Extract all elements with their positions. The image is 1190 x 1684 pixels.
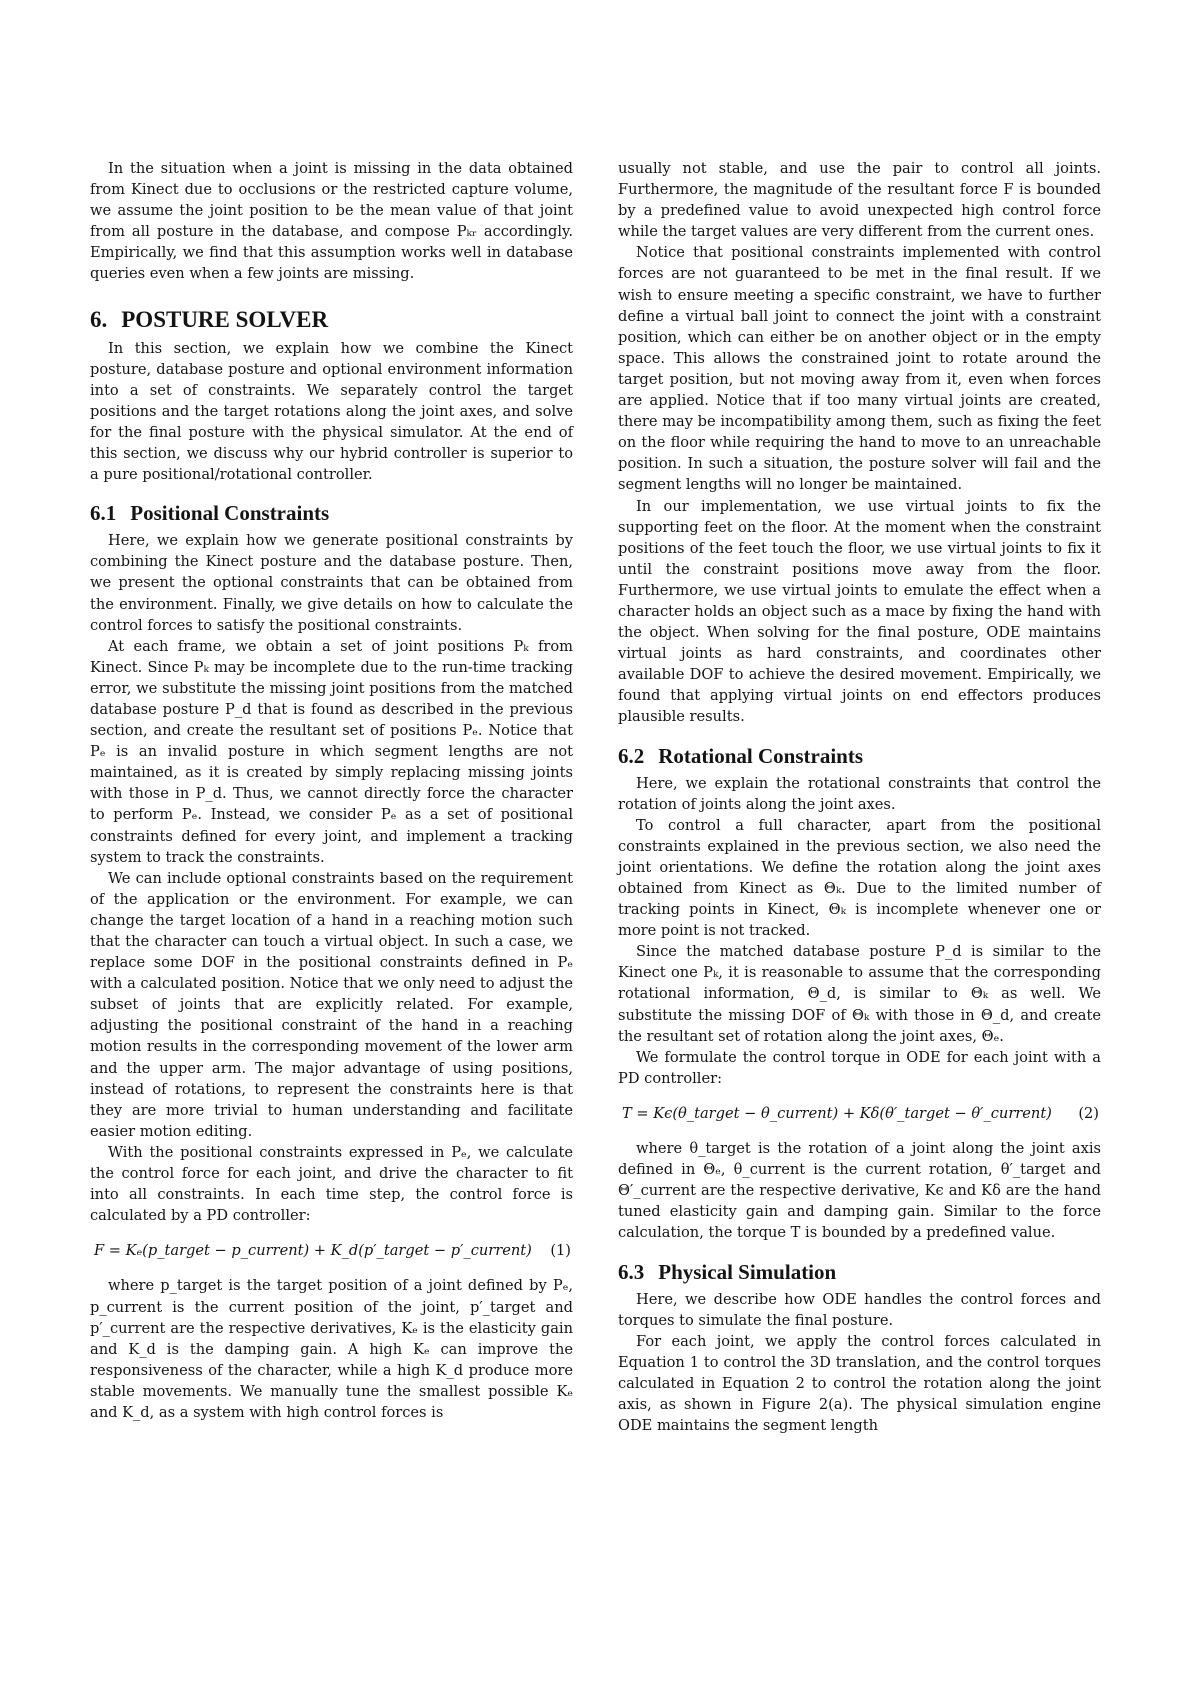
subsection-number: 6.2 [618, 743, 645, 768]
paragraph-simulation-details: For each joint, we apply the control forces calculated in Equation 1 to control the 3D translation, and the control torques calculated in Equation 2 to control the rotation along the joint axis, as shown in Figure 2(a). The physical simulation engine ODE maintains the segment length [618, 1332, 1101, 1435]
paragraph-implementation: In our implementation, we use virtual joints to fix the supporting feet on the floor. At the moment when the constraint positions of the feet touch the floor, we use virtual joints to fix it until the constraint positions move away from the floor. Furthermore, we use virtual joints to emulate the effect when a character holds an object such as a mace by fixing the hand with the object. When solving for the final posture, ODE maintains virtual joints as hard constraints, and coordinates other available DOF to achieve the desired movement. Empirically, we found that applying virtual joints on end effectors produces plausible results. [618, 497, 1101, 726]
left-column [90, 158, 573, 1423]
paragraph-torque-terms: where θ_target is the rotation of a joint along the joint axis defined in Θₑ, θ_current is the current rotation, θ′_target and Θ′_current are the respective derivative, Kϵ and Kδ are the hand tuned elasticity gain and damping gain. Similar to the force calculation, the torque T is bounded by a predefined value. [618, 1140, 1101, 1242]
section-title: POSTURE SOLVER [121, 306, 329, 332]
paragraph-virtual-joints: Notice that positional constraints implemented with control forces are not guaranteed to be met in the final result. If we wish to ensure meeting a specific constraint, we have to further define a virtual ball joint to connect the joint with a constraint position, which can either be on another object or in the empty space. This allows the constrained joint to rotate around the target position, but not moving away from it, even when forces are applied. Notice that if too many virtual joints are created, there may be incompatibility among them, such as fixing the feet on the floor while requiring the hand to move to an unreachable position. In such a situation, the posture solver will fail and the segment lengths will no longer be maintained. [618, 244, 1101, 494]
subsection-number: 6.1 [90, 501, 117, 526]
subsection-heading-rotational-constraints [618, 744, 1101, 768]
paragraph-rotation-substitution: Since the matched database posture P_d is similar to the Kinect one Pₖ, it is reasonable to assume that the corresponding rotational information, Θ_d, is similar to Θₖ as well. We substitute the missing DOF of Θₖ with those in Θ_d, and create the resultant set of rotation along the joint axes, Θₑ. [618, 943, 1101, 1045]
paragraph-continued: usually not stable, and use the pair to control all joints. Furthermore, the magnitude of the resultant force F is bounded by a predefined value to avoid unexpected high control force while the target values are very different from the current ones. [618, 160, 1101, 241]
paragraph-joint-orientations: To control a full character, apart from the positional constraints explained in the previous section, we also need the joint orientations. We define the rotation along the joint axes obtained from Kinect as Θₖ. Due to the limited number of tracking points in Kinect, Θₖ is incomplete whenever one or more point is not tracked. [618, 816, 1101, 940]
paragraph-gain-tuning: where p_target is the target position of a joint defined by Pₑ, p_current is the current position of the joint, p′_target and p′_current are the respective derivatives, Kₑ is the elasticity gain and K_d is the damping gain. A high Kₑ can improve the responsiveness of the character, while a high K_d produce more stable movements. We manually tune the smallest possible Kₑ and K_d, as a system with high control forces is [90, 1277, 573, 1421]
paragraph-section-intro: In this section, we explain how we combine the Kinect posture, database posture and optional environment information into a set of constraints. We separately control the target positions and the target rotations along the joint axes, and solve for the final posture with the physical simulator. At the end of this section, we discuss why our hybrid controller is superior to a pure positional/rotational controller. [90, 339, 573, 484]
paragraph-joint-positions: At each frame, we obtain a set of joint positions Pₖ from Kinect. Since Pₖ may be incomplete due to the run-time tracking error, we substitute the missing joint positions from the matched database posture P_d that is found as described in the previous section, and create the resultant set of positions Pₑ. Notice that Pₑ is an invalid posture in which segment lengths are not maintained, as it is created by simply replacing missing joints with those in P_d. Thus, we cannot directly force the character to perform Pₑ. Instead, we consider Pₑ as a set of positional constraints defined for every joint, and implement a tracking system to track the constraints. [90, 637, 573, 866]
paragraph-simulation-overview: Here, we describe how ODE handles the control forces and torques to simulate the final posture. [618, 1290, 1101, 1329]
equation-2-formula: T = Kϵ(θ_target − θ_current) + Kδ(θ′_target − θ′_current) [622, 1104, 1052, 1122]
paragraph-missing-joints: In the situation when a joint is missing in the data obtained from Kinect due to occlusions or the restricted capture volume, we assume the joint position to be the mean value of that joint from all posture in the database, and compose Pₖᵣ accordingly. Empirically, we find that this assumption works well in database queries even when a few joints are missing. [90, 160, 573, 283]
subsection-heading-physical-simulation [618, 1260, 1101, 1284]
paragraph-control-force: With the positional constraints expressed in Pₑ, we calculate the control force for each joint, and drive the character to fit into all constraints. In each time step, the control force is calculated by a PD controller: [90, 1143, 573, 1225]
equation-2-number: (2) [1078, 1104, 1099, 1122]
right-column [618, 158, 1101, 1436]
paragraph-positional-overview: Here, we explain how we generate positional constraints by combining the Kinect posture and the database posture. Then, we present the optional constraints that can be obtained from the environment. Finally, we give details on how to calculate the control forces to satisfy the positional constraints. [90, 532, 573, 634]
section-number: 6. [90, 306, 108, 332]
subsection-heading-positional-constraints [90, 501, 573, 525]
paragraph-control-torque: We formulate the control torque in ODE for each joint with a PD controller: [618, 1048, 1101, 1087]
equation-1-number: (1) [550, 1242, 571, 1260]
paragraph-rotational-overview: Here, we explain the rotational constraints that control the rotation of joints along the joint axes. [618, 774, 1101, 813]
subsection-number: 6.3 [618, 1259, 645, 1284]
equation-1 [94, 1240, 573, 1261]
paragraph-optional-constraints: We can include optional constraints based on the requirement of the application or the environment. For example, we can change the target location of a hand in a reaching motion such that the character can touch a virtual object. In such a case, we replace some DOF in the positional constraints defined in Pₑ with a calculated position. Notice that we only need to adjust the subset of joints that are explicitly related. For example, adjusting the positional constraint of the hand in a reaching motion results in the corresponding movement of the lower arm and the upper arm. The major advantage of using positions, instead of rotations, to represent the constraints here is that they are more trivial to human understanding and facilitate easier motion editing. [90, 869, 573, 1140]
section-heading-posture-solver [90, 307, 573, 333]
equation-1-formula: F = Kₑ(p_target − p_current) + K_d(p′_target − p′_current) [94, 1242, 532, 1260]
subsection-title: Physical Simulation [658, 1259, 837, 1284]
subsection-title: Rotational Constraints [658, 743, 864, 768]
equation-2 [622, 1103, 1101, 1124]
subsection-title: Positional Constraints [130, 501, 330, 526]
